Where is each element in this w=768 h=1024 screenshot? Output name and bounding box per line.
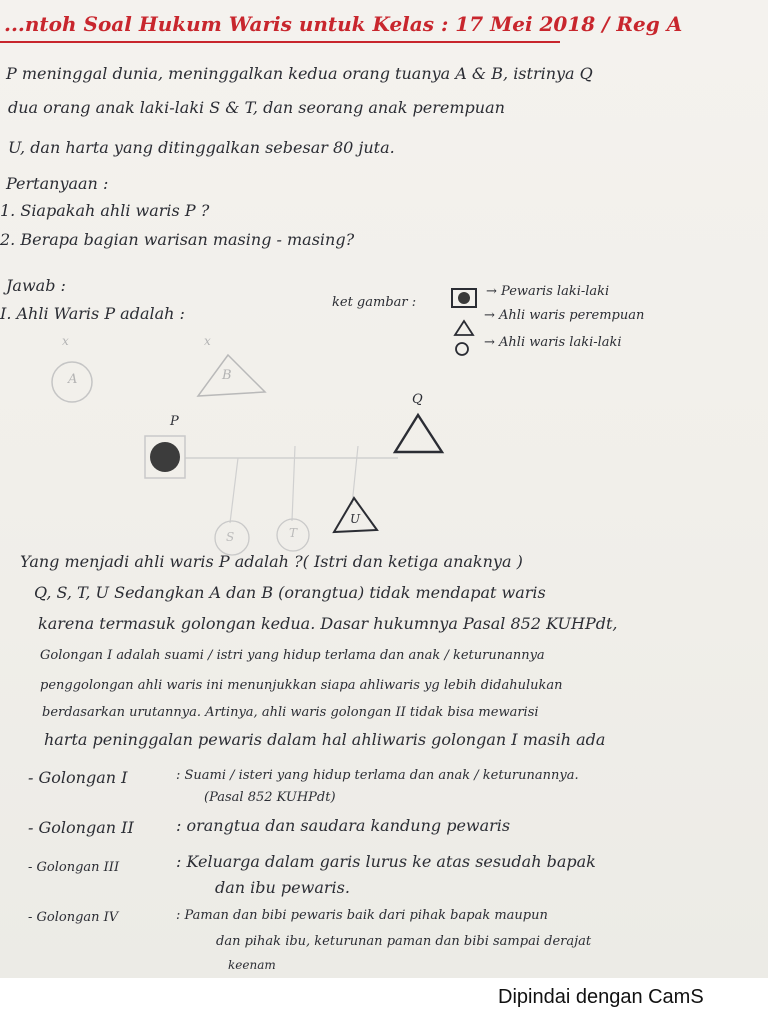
body-line-7: harta peninggalan pewaris dalam hal ahliwaris golongan I masih ada bbox=[44, 730, 606, 749]
node-t-label: T bbox=[289, 526, 298, 540]
intro-line-1: P meninggal dunia, meninggalkan kedua orang tuanya A & B, istrinya Q bbox=[6, 64, 593, 83]
answer-heading: Jawab : bbox=[6, 276, 66, 295]
golongan-4-text3: keenam bbox=[228, 958, 276, 972]
node-a-deceased-mark: x bbox=[62, 334, 69, 348]
body-line-4: Golongan I adalah suami / istri yang hidup terlama dan anak / keturunannya bbox=[40, 648, 545, 663]
body-line-6: berdasarkan urutannya. Artinya, ahli waris golongan II tidak bisa mewarisi bbox=[42, 705, 539, 720]
page-title: ...ntoh Soal Hukum Waris untuk Kelas : 17 Mei 2018 / Reg A bbox=[4, 12, 683, 36]
node-u-label: U bbox=[350, 512, 361, 526]
golongan-3-label: - Golongan III bbox=[28, 860, 120, 875]
question-2: 2. Berapa bagian warisan masing - masing? bbox=[0, 230, 355, 249]
intro-line-3: U, dan harta yang ditinggalkan sebesar 80 juta. bbox=[8, 138, 395, 157]
body-line-2: Q, S, T, U Sedangkan A dan B (orangtua) tidak mendapat waris bbox=[34, 583, 546, 602]
node-q-label: Q bbox=[412, 392, 423, 407]
camscanner-watermark: Dipindai dengan CamS bbox=[498, 986, 704, 1008]
question-1: 1. Siapakah ahli waris P ? bbox=[0, 201, 210, 220]
family-tree-diagram bbox=[40, 330, 460, 560]
golongan-4-label: - Golongan IV bbox=[28, 910, 119, 925]
golongan-4-text2: dan pihak ibu, keturunan paman dan bibi sampai derajat bbox=[216, 934, 592, 949]
legend-item-laki: → Ahli waris laki-laki bbox=[484, 335, 622, 350]
node-b-label: B bbox=[222, 368, 232, 383]
golongan-1-text: : Suami / isteri yang hidup terlama dan anak / keturunannya. bbox=[176, 768, 579, 783]
node-b-deceased-mark: x bbox=[204, 334, 211, 348]
legend-label: ket gambar : bbox=[332, 295, 417, 310]
answer-line-1: I. Ahli Waris P adalah : bbox=[0, 304, 185, 323]
body-line-1: Yang menjadi ahli waris P adalah ?( Istri dan ketiga anaknya ) bbox=[20, 552, 523, 571]
node-a-label: A bbox=[68, 372, 78, 387]
golongan-3-text2: dan ibu pewaris. bbox=[215, 878, 350, 897]
title-underline bbox=[0, 41, 560, 43]
filled-circle-icon bbox=[458, 292, 470, 304]
legend-item-pewaris: → Pewaris laki-laki bbox=[486, 284, 610, 299]
intro-line-2: dua orang anak laki-laki S & T, dan seorang anak perempuan bbox=[8, 98, 505, 117]
golongan-4-text: : Paman dan bibi pewaris baik dari pihak bapak maupun bbox=[176, 908, 548, 923]
node-q-triangle bbox=[395, 415, 442, 452]
node-p-dot bbox=[150, 442, 180, 472]
body-line-5: penggolongan ahli waris ini menunjukkan siapa ahliwaris yg lebih didahulukan bbox=[40, 678, 563, 693]
golongan-2-text: : orangtua dan saudara kandung pewaris bbox=[176, 816, 511, 835]
questions-heading: Pertanyaan : bbox=[6, 174, 109, 193]
golongan-2-label: - Golongan II bbox=[28, 818, 134, 837]
golongan-1-text2: (Pasal 852 KUHPdt) bbox=[204, 790, 336, 805]
legend-item-perempuan: → Ahli waris perempuan bbox=[484, 308, 645, 323]
node-p-label: P bbox=[170, 414, 179, 429]
golongan-3-text: : Keluarga dalam garis lurus ke atas sesudah bapak bbox=[176, 852, 596, 871]
body-line-3: karena termasuk golongan kedua. Dasar hukumnya Pasal 852 KUHPdt, bbox=[38, 614, 618, 633]
node-s-label: S bbox=[226, 530, 235, 544]
golongan-1-label: - Golongan I bbox=[28, 768, 128, 787]
